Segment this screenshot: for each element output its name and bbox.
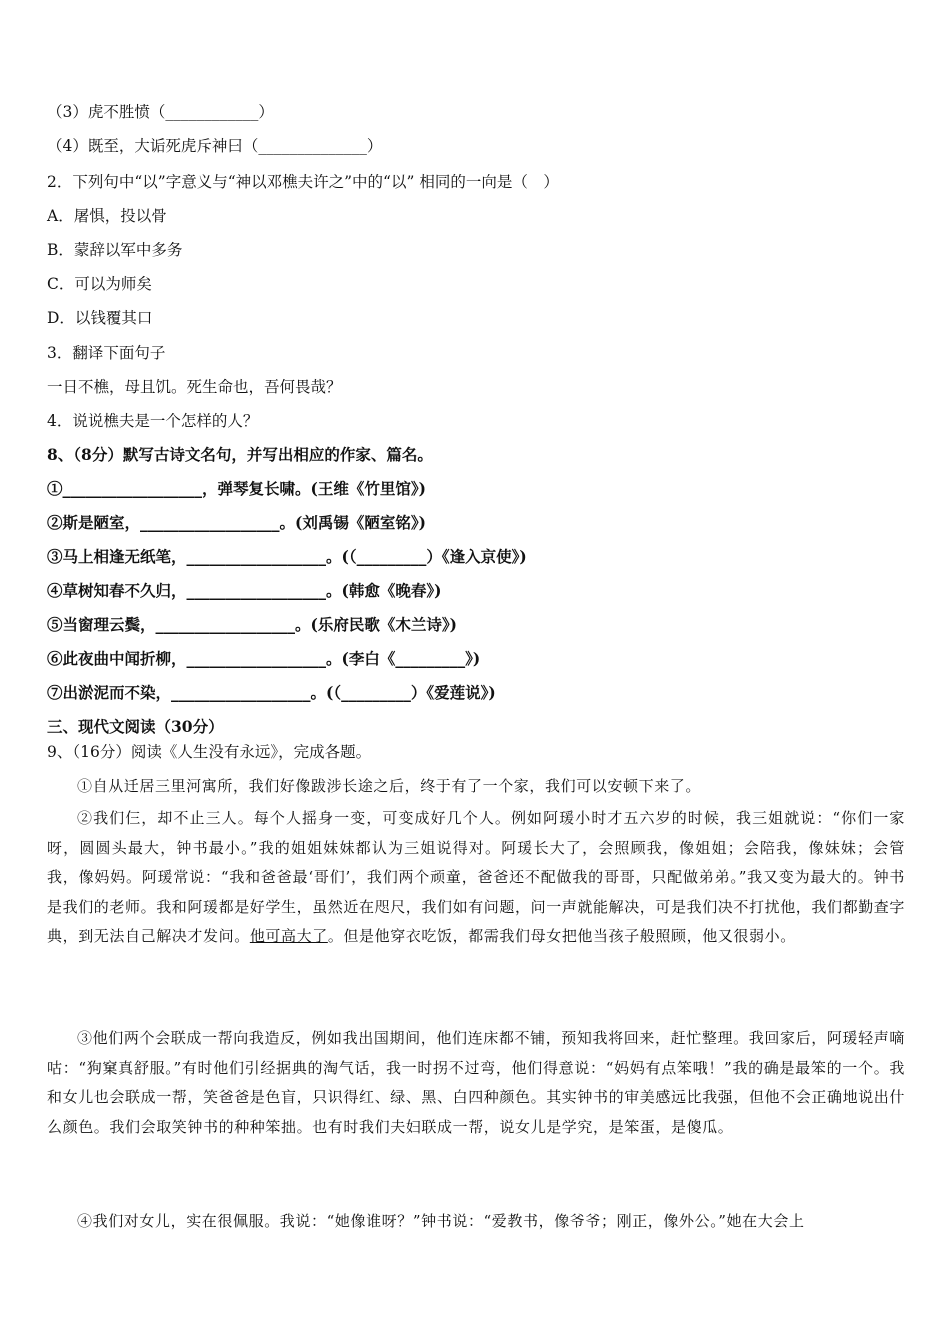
q2-option-b: B．蒙辞以军中多务 [47, 241, 183, 259]
q3-sentence: 一日不樵，母且饥。死生命也，吾何畏哉？ [47, 378, 342, 396]
q8-item-1: ①__________________，弹琴复长啸。(王维《竹里馆》) [47, 479, 426, 498]
q2-option-a: A．屠惧，投以骨 [47, 207, 167, 225]
q8-item-3: ③马上相逢无纸笔，__________________。(（_________）《逢入京使》) [47, 547, 527, 566]
q1-item-4: （4）既至，大诟死虎斥神曰（______________） [47, 137, 383, 155]
q8-item-6: ⑥此夜曲中闻折柳，__________________。(李白《_________》) [47, 649, 481, 668]
q1-item-3: （3）虎不胜愤（____________） [47, 103, 274, 121]
q8-item-4: ④草树知春不久归，__________________。(韩愈《晚春》) [47, 581, 442, 600]
paragraph-2-text-a: ②我们仨，却不止三人。每个人摇身一变，可变成好几个人。例如阿瑗小时才五六岁的时候，我三姐就说：“你们一家呀，圆圆头最大，钟书最小。”我的姐姐妹妹都认为三姐说得对。阿瑗长大了，会照顾我，像姐姐；会陪我，像妹妹；会管我，像妈妈。阿瑗常说：“我和爸爸最‘哥们’，我们两个顽童，爸爸还不配做我的哥哥，只配做弟弟。”我又变为最大的。钟书是我们的老师。我和阿瑗都是好学生，虽然近在咫尺，我们如有问题，问一声就能解决，可是我们决不打扰他，我们都勤查字典，到无法自己解决才发问。 [47, 809, 906, 945]
paragraph-2-text-b: 。但是他穿衣吃饭，都需我们母女把他当孩子般照顾，他又很弱小。 [327, 927, 796, 945]
q9-stem: 9、（16分）阅读《人生没有永远》，完成各题。 [47, 743, 372, 761]
q3-stem: 3．翻译下面句子 [47, 344, 166, 362]
passage-paragraph-4: ④我们对女儿，实在很佩服。我说：“她像谁呀？”钟书说：“爱教书，像爷爷；刚正，像外公。”她在大会上 [77, 1212, 805, 1230]
underlined-phrase: 他可高大了 [249, 927, 328, 945]
passage-paragraph-3: ③他们两个会联成一帮向我造反，例如我出国期间，他们连床都不铺，预知我将回来，赶忙整理。我回家后，阿瑗轻声嘀咕：“狗窠真舒服。”有时他们引经据典的淘气话，我一时拐不过弯，他们得意说：“妈妈有点笨哦！”我的确是最笨的一个。我和女儿也会联成一帮，笑爸爸是色盲，只识得红、绿、黑、白四种颜色。其实钟书的审美感远比我强，但他不会正确地说出什么颜色。我们会取笑钟书的种种笨拙。也有时我们夫妇联成一帮，说女儿是学究，是笨蛋，是傻瓜。 [47, 1029, 906, 1136]
q8-stem: 8、（8分）默写古诗文名句，并写出相应的作家、篇名。 [47, 445, 433, 464]
q2-option-c: C．可以为师矣 [47, 275, 152, 293]
q4-stem: 4．说说樵夫是一个怎样的人？ [47, 412, 259, 430]
passage-paragraph-1: ①自从迁居三里河寓所，我们好像跋涉长途之后，终于有了一个家，我们可以安顿下来了。 [77, 777, 702, 795]
q2-stem: 2．下列句中“以”字意义与“神以邓樵夫许之”中的“以” 相同的一向是（ ） [47, 173, 559, 191]
q8-item-7: ⑦出淤泥而不染，__________________。(（_________）《爱莲说》) [47, 683, 496, 702]
section-3-title: 三、现代文阅读（30分） [47, 717, 224, 736]
passage-paragraph-2 [47, 804, 905, 952]
q8-item-5: ⑤当窗理云鬓，__________________。(乐府民歌《木兰诗》) [47, 615, 457, 634]
q8-item-2: ②斯是陋室，__________________。(刘禹锡《陋室铭》) [47, 513, 426, 532]
q2-option-d: D．以钱覆其口 [47, 309, 153, 327]
